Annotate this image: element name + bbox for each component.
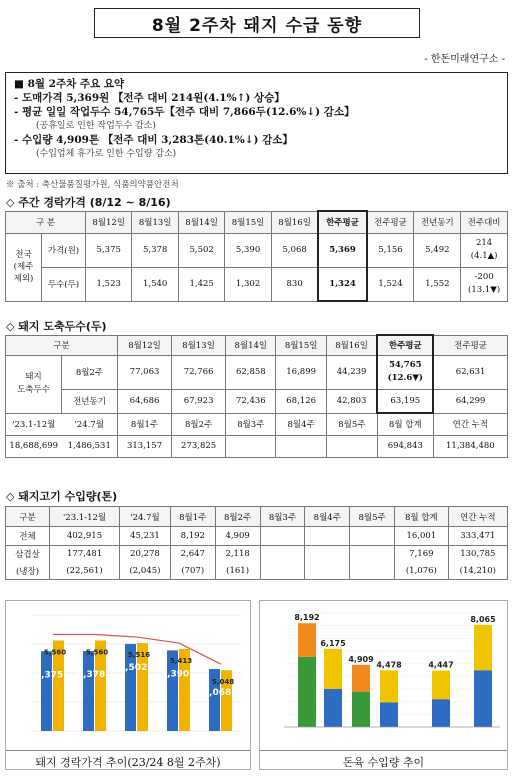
price-bar-label-prev: 5,560: [85, 648, 109, 657]
price-bar-label: 5,378: [76, 670, 106, 681]
slaughter-header-cell: 8월12일: [118, 335, 172, 355]
slaughter-table: [5, 334, 508, 458]
price-diff-cell: [461, 267, 508, 301]
price-diff-value: 214: [475, 238, 493, 248]
import-chart: [260, 601, 507, 747]
import-cell: (14,210): [448, 563, 507, 580]
slaughter-sum-header: 8월1주: [118, 413, 172, 435]
price-header-cell: 한주평균: [318, 211, 366, 233]
import-cell: 2,118: [215, 546, 260, 563]
price-diff-cell: [461, 233, 508, 267]
import-bar-total: 8,065: [470, 614, 496, 624]
price-diff-value: -200: [474, 272, 494, 282]
slaughter-cell: 42,803: [326, 389, 377, 413]
import-cell: 16,001: [395, 527, 449, 546]
import-cell: (161): [215, 563, 260, 580]
slaughter-cell: 72,766: [172, 355, 226, 389]
slaughter-sum-header: 8월3주: [226, 413, 276, 435]
import-cell: [260, 546, 305, 563]
import-header-cell: 8월3주: [260, 507, 305, 527]
import-cell: [260, 563, 305, 580]
import-row-label: (냉장): [6, 563, 50, 580]
import-header-cell: 8월1주: [170, 507, 215, 527]
import-table: [5, 506, 508, 580]
price-header-cell: 전년동기: [414, 211, 461, 233]
price-header-cell: 8월13일: [132, 211, 178, 233]
price-cell: 1,540: [132, 267, 178, 301]
price-cell: 5,502: [178, 233, 224, 267]
import-cell: 177,481: [50, 546, 120, 563]
import-cell: 333,471: [448, 527, 507, 546]
price-cell: 1,425: [178, 267, 224, 301]
price-row-group: 전국 (제주 제외): [6, 233, 42, 301]
import-bar-base: [352, 692, 370, 727]
price-chart-panel: [5, 600, 251, 770]
import-cell: [305, 527, 350, 546]
summary-line-slaughter: - 평균 일일 작업두수 54,765두【전주 대비 7,866두(12.6%↓) 감소】: [14, 106, 355, 118]
import-cell: 20,278: [120, 546, 171, 563]
import-header-cell: 8월2주: [215, 507, 260, 527]
price-cell: 5,068: [271, 233, 318, 267]
import-cell: (22,561): [50, 563, 120, 580]
import-header-cell: 구분: [6, 507, 50, 527]
slaughter-sum-cell: 11,384,480: [433, 435, 507, 457]
import-bar-top: [380, 670, 398, 702]
source-note: ※ 출처 : 축산물품질평가원, 식품의약품안전처: [6, 180, 179, 190]
import-cell: 402,915: [50, 527, 120, 546]
price-bar-label-prev: 5,560: [43, 648, 67, 657]
import-header-cell: '23.1-12월: [50, 507, 120, 527]
slaughter-sum-header: 연간 누적: [433, 413, 507, 435]
import-bar-top: [474, 625, 492, 670]
price-cell: 5,156: [367, 233, 414, 267]
price-bar: [41, 651, 52, 731]
import-cell: [350, 563, 395, 580]
slaughter-cell: 64,686: [118, 389, 172, 413]
import-cell: 130,785: [448, 546, 507, 563]
price-bar-label: 5,390: [160, 669, 190, 680]
price-header-cell: 8월15일: [225, 211, 271, 233]
price-header-cell: 8월14일: [178, 211, 224, 233]
section-price-title: ◇ 주간 경락가격 (8/12 ~ 8/16): [6, 196, 171, 209]
slaughter-sum-value: 18,688,699: [9, 441, 59, 451]
price-chart: [6, 601, 250, 747]
section-import-title: ◇ 돼지고기 수입량(톤): [6, 490, 118, 503]
slaughter-week-avg-pct: (12.6▼): [387, 373, 423, 383]
summary-line-price: - 도매가격 5,369원 【전주 대비 214원(4.1%↑) 상승】: [14, 92, 285, 104]
price-cell: 5,390: [225, 233, 271, 267]
import-cell: 2,647: [170, 546, 215, 563]
price-cell: 830: [271, 267, 318, 301]
price-header-cell: 8월12일: [86, 211, 132, 233]
slaughter-sum-cell: 313,157: [118, 435, 172, 457]
slaughter-header-cell: 8월14일: [226, 335, 276, 355]
price-chart-caption: 돼지 경락가격 추이(23/24 8월 2주차): [6, 750, 250, 770]
import-bar-total: 6,175: [320, 638, 346, 648]
import-bar-top: [432, 671, 450, 700]
price-diff-pct: (4.1▲): [470, 251, 498, 261]
price-row-label: 두수(두): [42, 267, 86, 301]
price-cell: 1,552: [414, 267, 461, 301]
import-bar-total: 4,447: [428, 660, 454, 670]
price-header-cell: 전주평균: [367, 211, 414, 233]
import-cell: [260, 527, 305, 546]
slaughter-cell: 67,923: [172, 389, 226, 413]
slaughter-header-cell: 8월16일: [326, 335, 377, 355]
import-bar-top: [352, 665, 370, 692]
import-header-cell: 8월5주: [350, 507, 395, 527]
slaughter-header-cell: 8월13일: [172, 335, 226, 355]
slaughter-cell: 64,299: [433, 389, 507, 413]
import-bar-total: 4,478: [376, 660, 402, 670]
import-cell: [350, 546, 395, 563]
summary-line-import: - 수입량 4,909톤 【전주 대비 3,283톤(40.1%↓) 감소】: [14, 134, 293, 146]
slaughter-cell: 72,436: [226, 389, 276, 413]
slaughter-row-label: 전년동기: [62, 389, 118, 413]
price-row-label: 가격(원): [42, 233, 86, 267]
import-bar-top: [298, 623, 316, 657]
price-cell-week-avg: 1,324: [318, 267, 366, 301]
summary-heading: ■ 8월 2주차 주요 요약: [14, 78, 125, 90]
slaughter-sum-header-label: '23.1-12월: [12, 420, 56, 430]
slaughter-sum-cell: [326, 435, 377, 457]
slaughter-cell: 16,899: [276, 355, 326, 389]
price-cell: 1,523: [86, 267, 132, 301]
price-bar-label: 5,502: [118, 662, 148, 673]
slaughter-cell: 62,631: [433, 355, 507, 389]
import-cell: [305, 546, 350, 563]
import-row-label: 전체: [6, 527, 50, 546]
slaughter-sum-header: 8월2주: [172, 413, 226, 435]
summary-box: [5, 72, 508, 174]
price-cell-week-avg: 5,369: [318, 233, 366, 267]
slaughter-header-cell: 전주평균: [433, 335, 507, 355]
price-cell: 5,492: [414, 233, 461, 267]
slaughter-cell: 68,126: [276, 389, 326, 413]
page-title: 8월 2주차 돼지 수급 동향: [94, 8, 420, 38]
slaughter-header-cell: 8월15일: [276, 335, 326, 355]
slaughter-sum-cell: [276, 435, 326, 457]
slaughter-sum-cell: [226, 435, 276, 457]
import-bar-base: [298, 657, 316, 727]
price-bar-label-prev: 5,413: [169, 657, 193, 666]
import-cell: (1,076): [395, 563, 449, 580]
slaughter-row-label: 8월2주: [62, 355, 118, 389]
section-slaughter-title: ◇ 돼지 도축두수(두): [6, 320, 107, 333]
import-cell: 8,192: [170, 527, 215, 546]
import-cell: [305, 563, 350, 580]
import-chart-panel: [259, 600, 508, 770]
summary-line-import-note: (수입업체 휴가로 인한 수입량 감소): [36, 149, 177, 159]
import-bar-total: 4,909: [348, 654, 374, 664]
import-cell: [350, 527, 395, 546]
import-bar-base: [380, 702, 398, 727]
import-cell: (2,045): [120, 563, 171, 580]
import-bar-top: [324, 649, 342, 689]
slaughter-week-avg-value: 54,765: [389, 360, 422, 370]
slaughter-header-cell: 구분: [6, 335, 118, 355]
price-bar-label: 5,375: [34, 670, 64, 681]
price-header-cell: 8월16일: [271, 211, 318, 233]
import-header-cell: 연간 누적: [448, 507, 507, 527]
import-row-label: 삼겹살: [6, 546, 50, 563]
slaughter-sum-cell: [6, 435, 118, 457]
summary-line-slaughter-note: (공휴일로 인한 작업두수 감소): [36, 121, 156, 131]
price-cell: 5,378: [132, 233, 178, 267]
source-label: - 한돈미래연구소 -: [424, 54, 505, 65]
price-header-cell: 구 분: [6, 211, 86, 233]
import-header-cell: '24.7월: [120, 507, 171, 527]
price-bar-label: 5,068: [202, 688, 232, 699]
import-chart-caption: 돈육 수입량 추이: [260, 750, 507, 770]
slaughter-sum-header: 8월4주: [276, 413, 326, 435]
import-bar-base: [432, 699, 450, 727]
slaughter-sum-value: 1,486,531: [67, 441, 111, 451]
slaughter-week-avg: [377, 355, 433, 389]
slaughter-group: 돼지 도축두수: [6, 355, 62, 413]
slaughter-sum-cell: 694,843: [377, 435, 433, 457]
import-header-cell: 8월 합계: [395, 507, 449, 527]
import-cell: 45,231: [120, 527, 171, 546]
slaughter-sum-header: 8월5주: [326, 413, 377, 435]
import-cell: 7,169: [395, 546, 449, 563]
import-bar-base: [324, 689, 342, 727]
import-header-cell: 8월4주: [305, 507, 350, 527]
import-bar-base: [474, 670, 492, 727]
slaughter-header-cell: 한주평균: [377, 335, 433, 355]
price-table: [5, 210, 508, 302]
import-cell: (707): [170, 563, 215, 580]
import-cell: 4,909: [215, 527, 260, 546]
slaughter-cell: 77,063: [118, 355, 172, 389]
slaughter-cell: 44,239: [326, 355, 377, 389]
price-bar: [83, 651, 94, 731]
price-cell: 1,302: [225, 267, 271, 301]
slaughter-sum-header: 8월 합계: [377, 413, 433, 435]
price-bar-label-prev: 5,048: [211, 678, 235, 687]
price-diff-pct: (13.1▼): [468, 285, 501, 295]
slaughter-cell: 62,858: [226, 355, 276, 389]
import-bar-total: 8,192: [294, 613, 320, 623]
slaughter-sum-header: [6, 413, 118, 435]
price-cell: 5,375: [86, 233, 132, 267]
slaughter-sum-header-label: '24.7월: [74, 420, 104, 430]
price-bar-label-prev: 5,516: [127, 651, 151, 660]
slaughter-sum-cell: 273,825: [172, 435, 226, 457]
price-cell: 1,524: [367, 267, 414, 301]
slaughter-cell: 63,195: [377, 389, 433, 413]
price-header-cell: 전주대비: [461, 211, 508, 233]
